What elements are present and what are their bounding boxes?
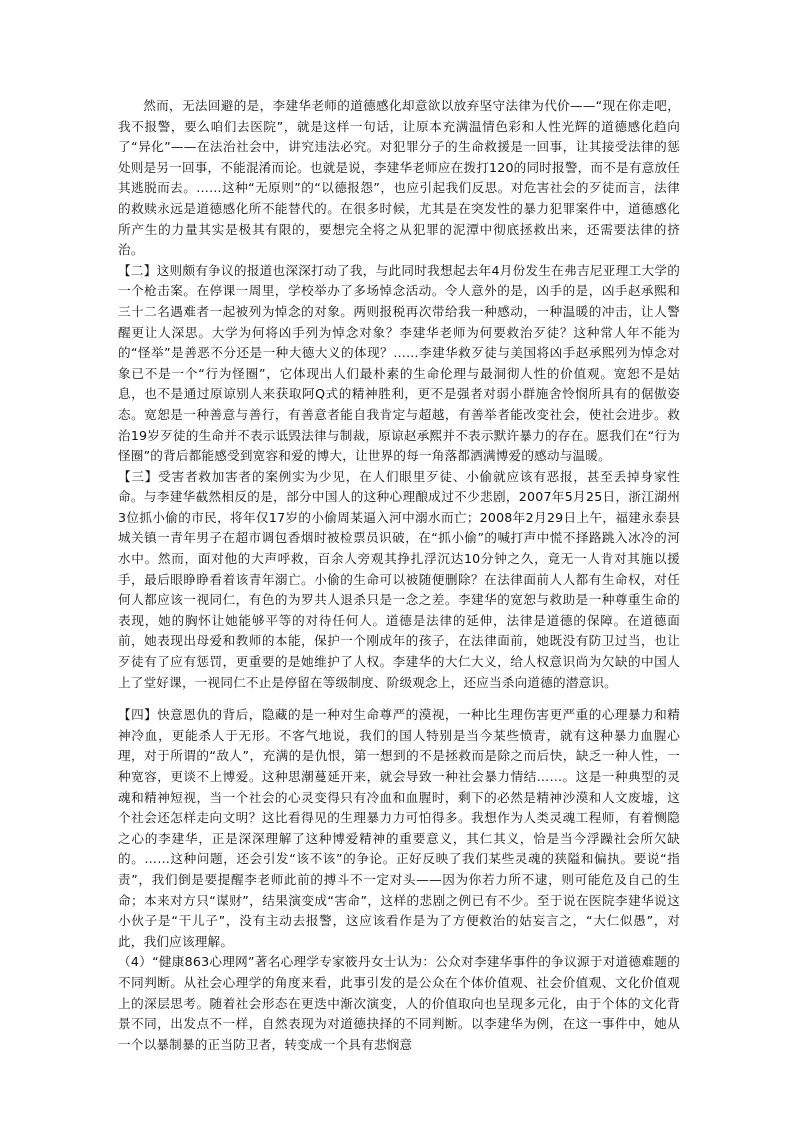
paragraph-4: 【四】快意恩仇的背后，隐藏的是一种对生命尊严的漠视，一种比生理伤害更严重的心理暴力和精神冷血，更能杀人于无形。不客气地说，我们的国人特别是当今某些愤青，就有这种暴力血腥心理，对于所谓的“敌人”，充满的是仇恨，第一想到的不是拯救而是除之而后快，缺乏一种人性，一种宽容，更谈不上博爱。这种思潮蔓延开来，就会导致一种社会暴力情结……。这是一种典型的灵魂和精神短视，当一个社会的心灵变得只有冷血和血腥时，剩下的必然是精神沙漠和人文废墟，这个社会还怎样走向文明？这比看得见的生理暴力力可怕得多。我想作为人类灵魂工程师，有着恻隐之心的李建华，正是深深理解了这种博爱精神的重要意义，其仁其义，恰是当今浮躁社会所欠缺的。……这种问题，还会引发“该不该”的争论。正好反映了我们某些灵魂的狭隘和偏执。要说“指责”，我们倒是要提醒李老师此前的搏斗不一定对头——因为你若力所不逮，则可能危及自己的生命；本来对方只“谋财”，结果演变成“害命”，这样的悲剧之例已有不少。至于说在医院李建华说这小伙子是“干儿子”，没有主动去报警，这应该看作是为了方便救治的姑妄言之，“大仁似愚”，对此，我们应该理解。 [118, 707, 680, 949]
paragraph-3: 【三】受害者救加害者的案例实为少见，在人们眼里歹徒、小偷就应该有恶报，甚至丢掉身家性命。与李建华截然相反的是，部分中国人的这种心理酿成过不少悲剧，2007年5月25日，浙江湖州3位抓小偷的市民，将年仅17岁的小偷周某逼入河中溺水而亡；2008年2月29日上午，福建永泰县城关镇一青年男子在超市调包香烟时被检票员识破，在“抓小偷”的喊打声中慌不择路跳入冰冷的河水中。然而，面对他的大声呼救，百余人旁观其挣扎浮沉达10分钟之久，竟无一人肯对其施以援手，最后眼睁睁看着该青年溺亡。小偷的生命可以被随便删除？在法律面前人人都有生命权，对任何人都应该一视同仁，有色的为罗共人退杀只是一念之差。李建华的宽恕与救助是一种尊重生命的表现，她的胸怀让她能够平等的对待任何人。道德是法律的延伸，法律是道德的保障。在道德面前，她表现出母爱和教师的本能，保护一个刚成年的孩子，在法律面前，她既没有防卫过当，也让歹徒有了应有惩罚，更重要的是她维护了人权。李建华的大仁大义，给人权意识尚为欠缺的中国人上了堂好课，一视同仁不止是停留在等级制度、阶级观念上，还应当杀向道德的潜意识。 [118, 468, 680, 690]
document-body [118, 96, 680, 1055]
paragraph-2: 【二】这则颇有争议的报道也深深打动了我，与此同时我想起去年4月份发生在弗吉尼亚理工大学的一个枪击案。在停课一周里，学校举办了多场悼念活动。令人意外的是，凶手的是，凶手赵承熙和三十二名遇难者一起被列为悼念的对象。两则报税再次带给我一种感动，一种温暖的冲击，让人警醒更让人深思。大学为何将凶手列为悼念对象？李建华老师为何要救治歹徒？这种常人年不能为的“怪举”是善恶不分还是一种大德大义的体现？……李建华救歹徒与美国将凶手赵承熙列为悼念对象已不是一个“行为怪圈”，它体现出人们最朴素的生命伦理与最洞彻人性的价值观。宽恕不是姑息，也不是通过原谅别人来获取阿Q式的精神胜利，更不是强者对弱小群施舍怜悯所具有的倨傲姿态。宽恕是一种善意与善行，有善意者能自我肯定与超越，有善举者能改变社会，使社会进步。救治19岁歹徒的生命并不表示诋毁法律与制裁，原谅赵承熙并不表示默许暴力的存在。愿我们在“行为怪圈”的背后都能感受到宽容和爱的博大，让世界的每一角落都洒满博爱的感动与温暖。 [118, 262, 680, 464]
paragraph-1: 然而，无法回避的是，李建华老师的道德感化却意欲以放弃坚守法律为代价——“现在你走吧，我不报警，要么咱们去医院”，就是这样一句话，让原本充满温情色彩和人性光辉的道德感化趋向了“异化”——在法治社会中，讲究违法必究。对犯罪分子的生命救援是一回事，让其接受法律的惩处则是另一回事，不能混淆而论。也就是说，李建华老师应在拨打120的同时报警，而不是有意放任其逃脱而去。……这种“无原则”的“以德报怨”，也应引起我们反思。对危害社会的歹徒而言，法律的救赎永远是道德感化所不能替代的。在很多时候，尤其是在突发性的暴力犯罪案件中，道德感化所产生的力量其实是极其有限的，要想完全将之从犯罪的泥潭中彻底拯救出来，还需要法律的挤治。 [118, 98, 680, 258]
paragraph-5: （4）“健康863心理网”著名心理学专家筱丹女士认为：公众对李建华事件的争议源于对道德难题的不同判断。从社会心理学的角度来看，此事引发的是公众在个体价值观、社会价值观、文化价值观上的深层思考。随着社会形态在更迭中渐次演变，人的价值取向也呈现多元化，由于个体的文化背景不同，出发点不一样，自然表现为对道德抉择的不同判断。以李建华为例，在这一事件中，她从一个以暴制暴的正当防卫者，转变成一个具有悲悯意 [118, 954, 680, 1052]
